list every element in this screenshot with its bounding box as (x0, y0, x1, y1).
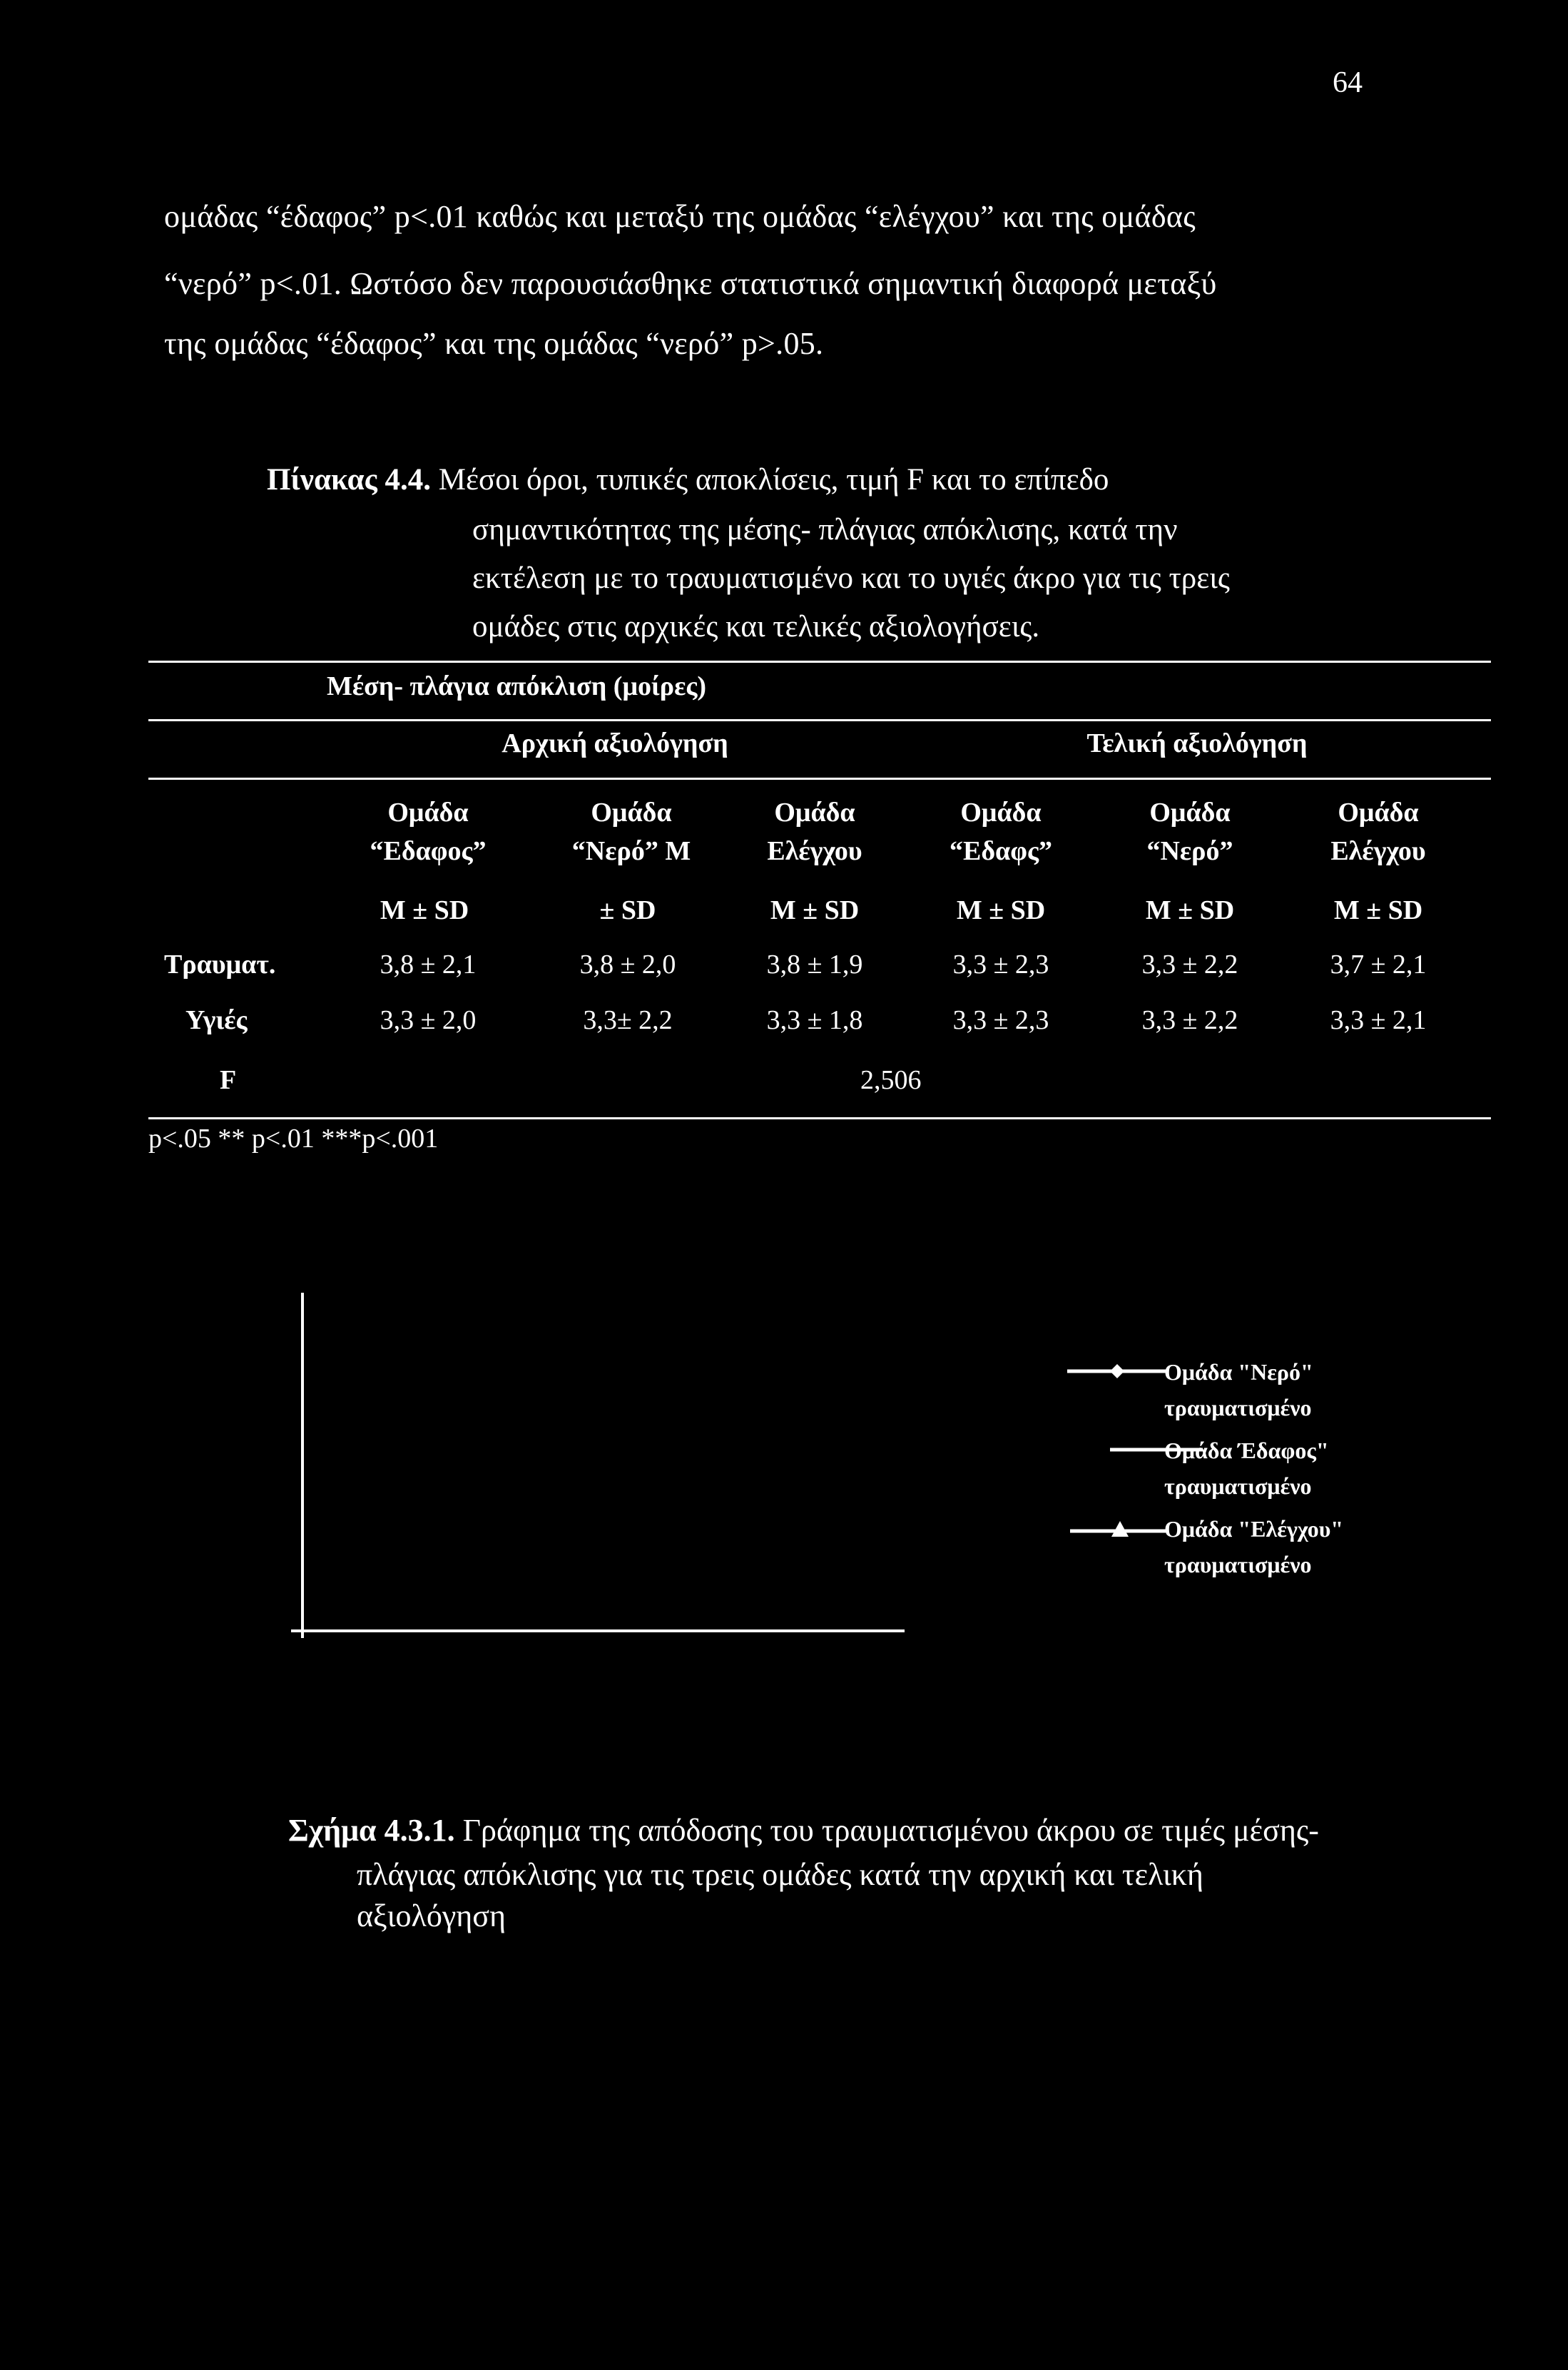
table-cell: 3,3 ± 2,2 (1141, 1005, 1238, 1035)
group-header-3: Ομάδα Ελέγχου (767, 798, 862, 866)
legend-entry-2: Ομάδα Έδαφος" τραυματισμένο (1164, 1438, 1329, 1499)
table-caption-line-3: εκτέλεση με το τραυματισμένο και το υγιές άκρο για τις τρεις (472, 561, 1230, 595)
group-header-1: Ομάδα “Εδαφος” (370, 798, 487, 866)
final-assessment-header: Τελική αξιολόγηση (1086, 728, 1308, 758)
stat-header-5: M ± SD (1145, 895, 1235, 925)
table-bottom-rule (148, 1117, 1491, 1119)
stat-header-4: M ± SD (956, 895, 1046, 925)
table-cell: 3,3 ± 2,3 (952, 950, 1049, 980)
legend-entry-3: Ομάδα "Ελέγχου" τραυματισμένο (1164, 1516, 1344, 1577)
significance-footnote: p<.05 ** p<.01 ***p<.001 (148, 1124, 439, 1154)
row-label-injured: Τραυματ. (164, 950, 276, 980)
stat-header-3: M ± SD (770, 895, 860, 925)
intro-line-2: “νερό” p<.01. Ωστόσο δεν παρουσιάσθηκε στατιστικά σημαντική διαφορά μεταξύ (164, 266, 1217, 301)
table-cell: 3,8 ± 1,9 (766, 950, 863, 980)
table-top-rule (148, 661, 1491, 663)
table-rule-2 (148, 719, 1491, 721)
figure-y-axis (301, 1293, 304, 1638)
legend-swatch-diamond (1067, 1364, 1166, 1378)
stat-header-6: M ± SD (1333, 895, 1423, 925)
group-header-6: Ομάδα Ελέγχου (1330, 798, 1426, 866)
table-cell: 3,3 ± 1,8 (766, 1005, 863, 1035)
table-rule-3 (148, 778, 1491, 780)
figure-caption-label: Σχήμα 4.3.1. (288, 1813, 455, 1848)
table-cell: 3,8 ± 2,0 (579, 950, 676, 980)
figure-caption-line-2: πλάγιας απόκλισης για τις τρεις ομάδες κατά την αρχική και τελική (357, 1857, 1203, 1892)
page-number: 64 (1333, 66, 1363, 99)
f-label: F (220, 1065, 237, 1095)
figure-caption-text: Γράφημα της απόδοσης του τραυματισμένου άκρου σε τιμές μέσης- (454, 1813, 1319, 1848)
table-caption-line-1 (267, 462, 1109, 497)
f-value: 2,506 (860, 1065, 922, 1095)
group-header-2: Ομάδα “Νερό” Μ (571, 798, 691, 866)
figure-caption-line-1 (288, 1812, 1319, 1848)
stat-header-2: ± SD (599, 895, 656, 925)
figure-x-axis (291, 1629, 905, 1632)
initial-assessment-header: Αρχική αξιολόγηση (502, 728, 728, 758)
table-cell: 3,3 ± 2,1 (1330, 1005, 1427, 1035)
row-label-healthy: Υγιές (185, 1005, 248, 1035)
table-caption-line-2: σημαντικότητας της μέσης- πλάγιας απόκλισης, κατά την (472, 513, 1178, 546)
table-cell: 3,7 ± 2,1 (1330, 950, 1427, 980)
table-cell: 3,8 ± 2,1 (380, 950, 477, 980)
group-header-4: Ομάδα “Εδαφς” (949, 798, 1053, 866)
table-cell: 3,3± 2,2 (583, 1005, 673, 1035)
table-title: Μέση- πλάγια απόκλιση (μοίρες) (327, 671, 707, 701)
table-caption-text: Μέσοι όροι, τυπικές αποκλίσεις, τιμή F και το επίπεδο (431, 463, 1109, 497)
table-cell: 3,3 ± 2,2 (1141, 950, 1238, 980)
group-header-5: Ομάδα “Νερό” (1146, 798, 1233, 866)
stat-header-1: M ± SD (380, 895, 469, 925)
triangle-marker-icon (1070, 1521, 1166, 1538)
legend-swatch-triangle (1070, 1521, 1166, 1538)
table-caption-line-4: ομάδες στις αρχικές και τελικές αξιολογήσεις. (472, 610, 1040, 644)
table-cell: 3,3 ± 2,0 (380, 1005, 477, 1035)
figure-caption-line-3: αξιολόγηση (357, 1898, 506, 1933)
diamond-marker-icon (1067, 1364, 1166, 1378)
table-cell: 3,3 ± 2,3 (952, 1005, 1049, 1035)
intro-line-1: ομάδας “έδαφος” p<.01 καθώς και μεταξύ της ομάδας “ελέγχου” και της ομάδας (164, 199, 1196, 234)
legend-entry-1: Ομάδα "Νερό" τραυματισμένο (1164, 1359, 1313, 1420)
intro-line-3: της ομάδας “έδαφος” και της ομάδας “νερό” p>.05. (164, 326, 824, 361)
table-caption-label: Πίνακας 4.4. (267, 463, 432, 497)
